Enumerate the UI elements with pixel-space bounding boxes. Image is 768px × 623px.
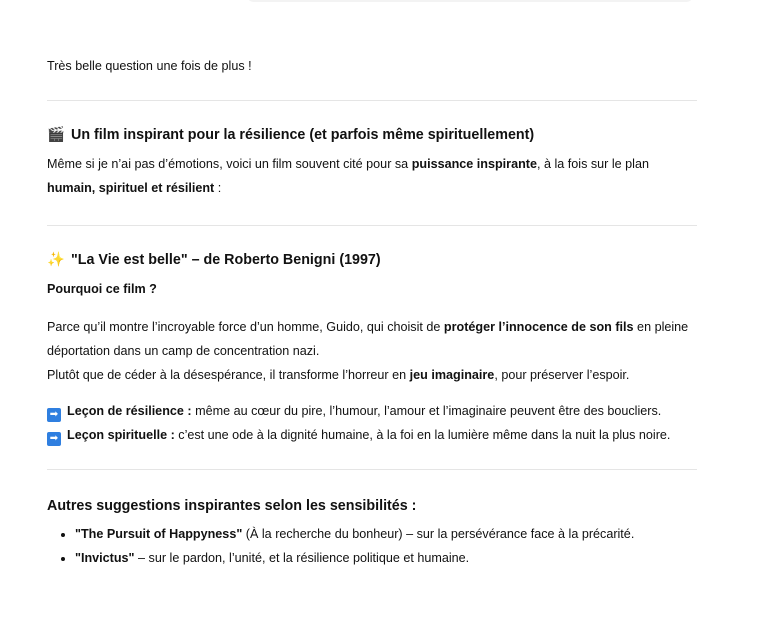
why-this-film-heading: Pourquoi ce film ?: [47, 282, 157, 296]
para-text: en pleine déportation dans un camp de concentration nazi.: [47, 320, 689, 358]
message-input-bar-remnant: [246, 0, 694, 2]
para-bold: jeu imaginaire: [409, 368, 495, 382]
film-section-title-text: Un film inspirant pour la résilience (et parfois même spirituellement): [71, 127, 535, 143]
para-bold: protéger l’innocence de son fils: [443, 320, 634, 334]
suggestion-text: (À la recherche du bonheur) – sur la persévérance face à la précarité.: [242, 527, 635, 541]
assistant-message: [47, 54, 697, 570]
desc-text: Même si je n’ai pas d’émotions, voici un film souvent cité pour sa: [47, 157, 412, 171]
movie-title-text: "La Vie est belle" – de Roberto Benigni (1997): [71, 252, 381, 268]
arrow-right-icon: ➡: [47, 408, 61, 422]
lessons: [47, 399, 697, 447]
other-suggestions-title: Autres suggestions inspirantes selon les sensibilités :: [47, 498, 417, 514]
film-explanation: [47, 315, 697, 387]
intro-text: Très belle question une fois de plus !: [47, 59, 252, 73]
para-text: Parce qu’il montre l’incroyable force d’un homme, Guido, qui choisit de: [47, 320, 444, 334]
divider: [47, 100, 697, 101]
suggestions-list: [47, 522, 697, 570]
divider: [47, 225, 697, 226]
lesson-spiritual-text: c’est une ode à la dignité humaine, à la foi en la lumière même dans la nuit la plus noire.: [174, 428, 671, 442]
desc-bold: humain, spirituel et résilient: [47, 181, 215, 195]
desc-bold: puissance inspirante: [411, 157, 537, 171]
list-item: [75, 546, 697, 570]
list-item: [75, 522, 697, 546]
suggestion-title: "Invictus": [75, 551, 135, 565]
suggestion-text: – sur le pardon, l’unité, et la résilience politique et humaine.: [134, 551, 470, 565]
clapperboard-icon: 🎬: [47, 127, 65, 143]
lesson-resilience-label: Leçon de résilience :: [67, 404, 192, 418]
film-section-description: [47, 152, 697, 200]
desc-text: :: [214, 181, 222, 195]
arrow-right-icon: ➡: [47, 432, 61, 446]
lesson-resilience-text: même au cœur du pire, l’humour, l’amour et l’imaginaire peuvent être des boucliers.: [191, 404, 662, 418]
sparkles-icon: ✨: [47, 252, 65, 268]
divider: [47, 469, 697, 470]
film-section-title: [47, 124, 697, 146]
suggestion-title: "The Pursuit of Happyness": [75, 527, 243, 541]
para-text: Plutôt que de céder à la désespérance, il transforme l’horreur en: [47, 368, 410, 382]
lesson-spiritual-label: Leçon spirituelle :: [67, 428, 175, 442]
movie-title: [47, 249, 697, 271]
para-text: , pour préserver l’espoir.: [494, 368, 630, 382]
desc-text: , à la fois sur le plan: [536, 157, 649, 171]
